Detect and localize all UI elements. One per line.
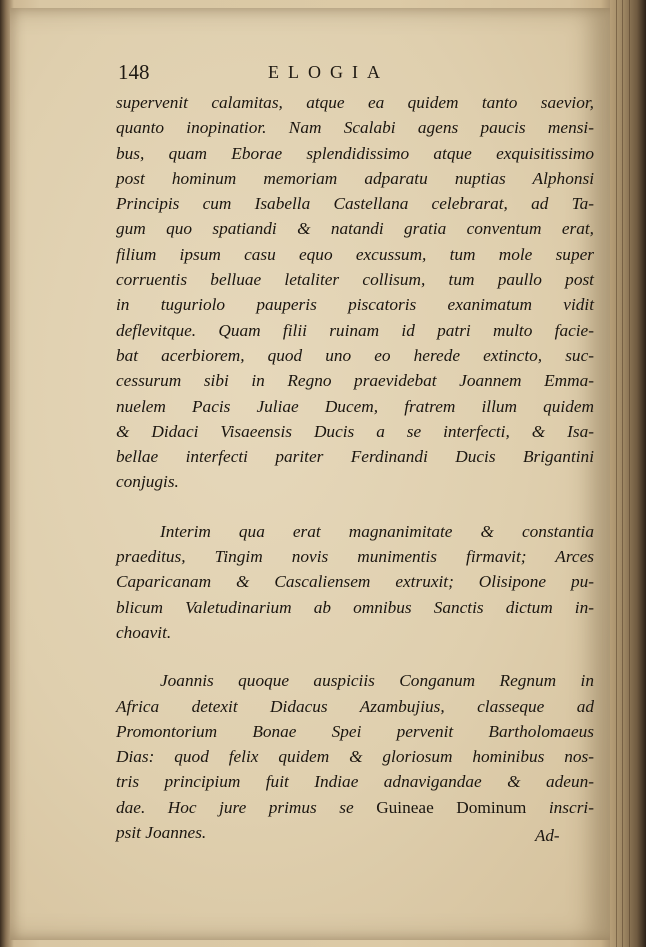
text-line: Joannis quoque auspiciis Conganum Regnum in: [160, 671, 594, 691]
text-line: blicum Valetudinarium ab omnibus Sanctis dictum in-: [116, 597, 594, 617]
text-line: supervenit calamitas, atque ea quidem tanto saevior,: [116, 93, 594, 112]
roman-text-segment: Guineae Dominum: [376, 797, 527, 817]
text-line: psit Joannes.: [116, 823, 207, 843]
text-line: deflevitque. Quam filii ruinam id patri multo facie-: [116, 320, 594, 340]
text-line: praeditus, Tingim novis munimentis firmavit; Arces: [116, 547, 594, 567]
text-line: bellae interfecti pariter Ferdinandi Ducis Brigantini: [116, 447, 594, 467]
page-edge: [610, 0, 646, 947]
paragraph-gap: [116, 495, 594, 519]
text-line: Caparicanam & Cascaliensem extruxit; Olisipone pu-: [116, 572, 594, 592]
text-line: Interim qua erat magnanimitate & constantia: [160, 521, 594, 541]
text-line: cessurum sibi in Regno praevidebat Joannem Emma-: [116, 371, 594, 391]
paragraph-1: [116, 90, 594, 495]
running-head: ELOGIA: [268, 62, 389, 82]
body-text: [116, 90, 594, 845]
text-line: bat acerbiorem, quod uno eo herede extincto, suc-: [116, 345, 594, 365]
text-line: Principis cum Isabella Castellana celebrarat, ad Ta-: [116, 194, 594, 214]
paragraph-3: [116, 668, 594, 845]
text-line-mixed: [116, 795, 594, 820]
catchword: Ad-: [535, 826, 560, 845]
text-line: gum quo spatiandi & natandi gratia conventum erat,: [116, 219, 594, 239]
text-line: post hominum memoriam adparatu nuptias Alphonsi: [116, 168, 594, 188]
text-segment: inscri-: [526, 797, 594, 817]
page-edge-line: [629, 0, 630, 947]
page-edge-line: [622, 0, 623, 947]
text-line: nuelem Pacis Juliae Ducem, fratrem illum quidem: [116, 396, 594, 416]
text-line: filium ipsum casu equo excussum, tum mole super: [116, 244, 594, 264]
paragraph-gap: [116, 645, 594, 668]
text-line: quanto inopinatior. Nam Scalabi agens paucis mensi-: [116, 118, 594, 138]
text-line: tris principium fuit Indiae adnavigandae & adeun-: [116, 772, 594, 792]
page-edge-line: [616, 0, 617, 947]
text-line: in tuguriolo pauperis piscatoris exanimatum vidit: [116, 295, 594, 315]
page-header: [118, 60, 588, 88]
text-line: & Didaci Visaeensis Ducis a se interfecti, & Isa-: [116, 421, 594, 441]
text-line: choavit.: [116, 622, 172, 642]
text-line: Promontorium Bonae Spei pervenit Bartholomaeus: [116, 721, 594, 741]
paragraph-2: [116, 519, 594, 645]
text-line: bus, quam Eborae splendidissimo atque exquisitissimo: [116, 143, 594, 163]
text-line: conjugis.: [116, 472, 179, 492]
text-line: Africa detexit Didacus Azambujius, classeque ad: [116, 696, 594, 716]
text-line: corruentis belluae letaliter collisum, tum paullo post: [116, 270, 594, 290]
page-number: 148: [118, 60, 150, 84]
text-segment: dae. Hoc jure primus se: [116, 797, 377, 817]
text-line: Dias: quod felix quidem & gloriosum hominibus nos-: [116, 747, 594, 767]
